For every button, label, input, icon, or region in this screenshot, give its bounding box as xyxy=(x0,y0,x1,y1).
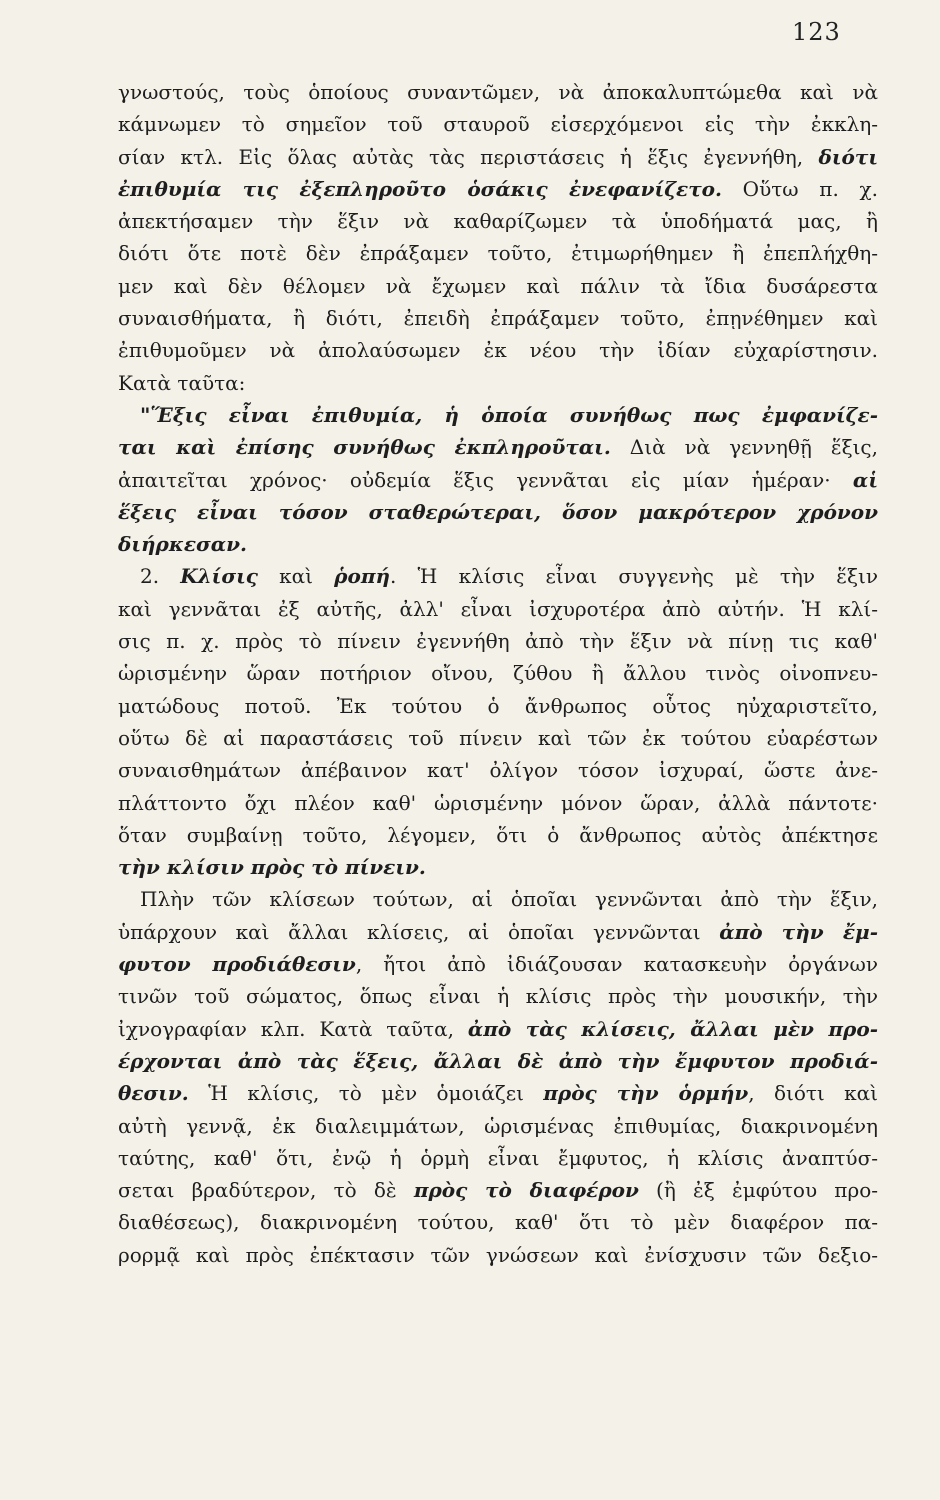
body-text: , ἤτοι ἀπὸ ἰδιάζουσαν κατασκευὴν ὀργάνων xyxy=(355,952,878,977)
text-line xyxy=(118,76,878,108)
text-line xyxy=(118,1142,878,1174)
body-text: σις π. χ. πρὸς τὸ πίνειν ἐγεννήθη ἀπὸ τὴν ἕξιν νὰ πίνῃ τις καθ' xyxy=(118,629,878,654)
text-line xyxy=(118,560,878,592)
text-line xyxy=(118,1077,878,1109)
body-text: διότι ὅτε ποτὲ δὲν ἐπράξαμεν τοῦτο, ἐτιμωρήθημεν ἢ ἐπεπλήχθη- xyxy=(118,241,878,266)
text-line xyxy=(118,173,878,205)
emphasis-text: ἕξεις εἶναι τόσον σταθερώτεραι, ὅσον μακρότερον χρόνον xyxy=(118,499,878,524)
body-text: κάμνωμεν τὸ σημεῖον τοῦ σταυροῦ εἰσερχόμενοι εἰς τὴν ἐκκλη- xyxy=(118,112,878,137)
text-line xyxy=(118,431,878,463)
text-line xyxy=(118,141,878,173)
body-text: Κατὰ ταῦτα: xyxy=(118,370,246,395)
text-line xyxy=(118,657,878,689)
body-text: πλάττοντο ὄχι πλέον καθ' ὡρισμένην μόνον ὥραν, ἀλλὰ πάντοτε· xyxy=(118,790,878,815)
text-line xyxy=(118,270,878,302)
text-line xyxy=(118,980,878,1012)
emphasis-text: ἐπιθυμία τις ἐξεπληροῦτο ὁσάκις ἐνεφανίζετο. xyxy=(118,176,722,201)
text-line xyxy=(118,883,878,915)
emphasis-text: ἀπὸ τὴν ἔμ- xyxy=(719,919,878,944)
emphasis-text: αἱ xyxy=(852,467,878,492)
text-line xyxy=(118,625,878,657)
body-text: γνωστούς, τοὺς ὁποίους συναντῶμεν, νὰ ἀποκαλυπτώμεθα καὶ νὰ xyxy=(118,80,878,104)
text-line xyxy=(118,334,878,366)
emphasis-text: ται καὶ ἐπίσης συνήθως ἐκπληροῦται. xyxy=(118,435,611,460)
emphasis-text: "Ἕξις εἶναι ἐπιθυμία, ἡ ὁποία συνήθως πως ἐμφανίζε- xyxy=(140,402,878,427)
emphasis-text: διότι xyxy=(818,144,878,169)
text-line xyxy=(118,205,878,237)
body-text: ἀπεκτήσαμεν τὴν ἕξιν νὰ καθαρίζωμεν τὰ ὑποδήματά μας, ἢ xyxy=(118,209,878,234)
body-text: σεται βραδύτερον, τὸ δὲ xyxy=(118,1178,414,1203)
body-text: τινῶν τοῦ σώματος, ὅπως εἶναι ἡ κλίσις πρὸς τὴν μουσικήν, τὴν xyxy=(118,984,878,1009)
body-text: συναισθήματα, ἢ διότι, ἐπειδὴ ἐπράξαμεν τοῦτο, ἐπῃνέθημεν καὶ xyxy=(118,306,878,331)
text-line xyxy=(118,787,878,819)
body-text: μεν καὶ δὲν θέλομεν νὰ ἔχωμεν καὶ πάλιν τὰ ἴδια δυσάρεστα xyxy=(118,273,878,298)
body-text: αὐτὴ γεννᾷ, ἐκ διαλειμμάτων, ὡρισμένας ἐπιθυμίας, διακρινομένη xyxy=(118,1113,878,1138)
body-text: ἐπιθυμοῦμεν νὰ ἀπολαύσωμεν ἐκ νέου τὴν ἰδίαν εὐχαρίστησιν. xyxy=(118,338,878,363)
body-text: συναισθημάτων ἀπέβαινον κατ' ὀλίγον τόσον ἰσχυραί, ὥστε ἀνε- xyxy=(118,758,878,783)
body-text: ρορμᾷ καὶ πρὸς ἐπέκτασιν τῶν γνώσεων καὶ ἐνίσχυσιν τῶν δεξιο- xyxy=(118,1242,878,1267)
text-line xyxy=(118,367,878,399)
emphasis-text: ῥοπή xyxy=(334,564,390,589)
body-text: 2. xyxy=(140,564,181,589)
body-text: ὡρισμένην ὥραν ποτήριον οἴνου, ζύθου ἢ ἄλλου τινὸς οἰνοπνευ- xyxy=(118,661,878,686)
text-line xyxy=(118,399,878,431)
body-text: καὶ γεννᾶται ἐξ αὐτῆς, ἀλλ' εἶναι ἰσχυροτέρα ἀπὸ αὐτήν. Ἡ κλί- xyxy=(118,596,878,621)
emphasis-text: διήρκεσαν. xyxy=(118,532,247,557)
text-line xyxy=(118,1239,878,1271)
emphasis-text: πρὸς τὴν ὁρμήν xyxy=(543,1081,749,1106)
text-line xyxy=(118,108,878,140)
body-text: Διὰ νὰ γεννηθῇ ἕξις, xyxy=(610,435,878,460)
emphasis-text: τὴν κλίσιν πρὸς τὸ πίνειν. xyxy=(118,855,426,880)
body-text: (ἢ ἐξ ἐμφύτου προ- xyxy=(638,1178,878,1203)
body-text: Οὕτω π. χ. xyxy=(721,176,878,201)
body-text: ματώδους ποτοῦ. Ἐκ τούτου ὁ ἄνθρωπος οὗτος ηὐχαριστεῖτο, xyxy=(118,693,878,718)
body-text: καὶ xyxy=(257,564,335,589)
text-line xyxy=(118,593,878,625)
text-line xyxy=(118,754,878,786)
emphasis-text: ἀπὸ τὰς κλίσεις, ἄλλαι μὲν προ- xyxy=(467,1016,878,1041)
body-text: ταύτης, καθ' ὅτι, ἐνῷ ἡ ὁρμὴ εἶναι ἔμφυτος, ἡ κλίσις ἀναπτύσ- xyxy=(118,1145,878,1170)
emphasis-text: φυτον προδιάθεσιν xyxy=(118,952,356,977)
body-text: Πλὴν τῶν κλίσεων τούτων, αἱ ὁποῖαι γεννῶνται ἀπὸ τὴν ἕξιν, xyxy=(140,887,878,912)
text-line xyxy=(118,464,878,496)
text-line xyxy=(118,819,878,851)
text-line xyxy=(118,722,878,754)
text-line xyxy=(118,1174,878,1206)
text-line xyxy=(118,496,878,528)
text-line xyxy=(118,916,878,948)
text-line xyxy=(118,948,878,980)
text-line xyxy=(118,528,878,560)
body-text: . Ἡ κλίσις εἶναι συγγενὴς μὲ τὴν ἕξιν xyxy=(390,564,878,589)
text-line xyxy=(118,1045,878,1077)
body-text: Ἡ κλίσις, τὸ μὲν ὁμοιάζει xyxy=(188,1081,544,1106)
text-line xyxy=(118,690,878,722)
page-number: 123 xyxy=(792,18,841,46)
text-line xyxy=(118,302,878,334)
emphasis-text: έρχονται ἀπὸ τὰς ἕξεις, ἄλλαι δὲ ἀπὸ τὴν ἔμφυτον προδιά- xyxy=(118,1048,878,1073)
emphasis-text: πρὸς τὸ διαφέρον xyxy=(413,1178,639,1203)
body-text: , διότι καὶ xyxy=(748,1081,878,1106)
body-text: ὑπάρχουν καὶ ἄλλαι κλίσεις, αἱ ὁποῖαι γεννῶνται xyxy=(118,919,720,944)
body-text: ἀπαιτεῖται χρόνος· οὐδεμία ἕξις γεννᾶται εἰς μίαν ἡμέραν· xyxy=(118,467,853,492)
emphasis-text: θεσιν. xyxy=(118,1081,189,1106)
text-line xyxy=(118,237,878,269)
text-line xyxy=(118,1206,878,1238)
text-line xyxy=(118,851,878,883)
text-line xyxy=(118,1110,878,1142)
body-text: οὕτω δὲ αἱ παραστάσεις τοῦ πίνειν καὶ τῶν ἐκ τούτου εὐαρέστων xyxy=(118,725,878,750)
text-block xyxy=(118,76,878,1271)
body-text: διαθέσεως), διακρινομένη τούτου, καθ' ὅτι τὸ μὲν διαφέρον πα- xyxy=(118,1210,878,1235)
body-text: ἰχνογραφίαν κλπ. Κατὰ ταῦτα, xyxy=(118,1016,468,1041)
body-text: ὅταν συμβαίνῃ τοῦτο, λέγομεν, ὅτι ὁ ἄνθρωπος αὐτὸς ἀπέκτησε xyxy=(118,822,878,847)
emphasis-text: Κλίσις xyxy=(180,564,258,589)
body-text: σίαν κτλ. Εἰς ὅλας αὐτὰς τὰς περιστάσεις ἡ ἕξις ἐγεννήθη, xyxy=(118,144,819,169)
text-line xyxy=(118,1013,878,1045)
